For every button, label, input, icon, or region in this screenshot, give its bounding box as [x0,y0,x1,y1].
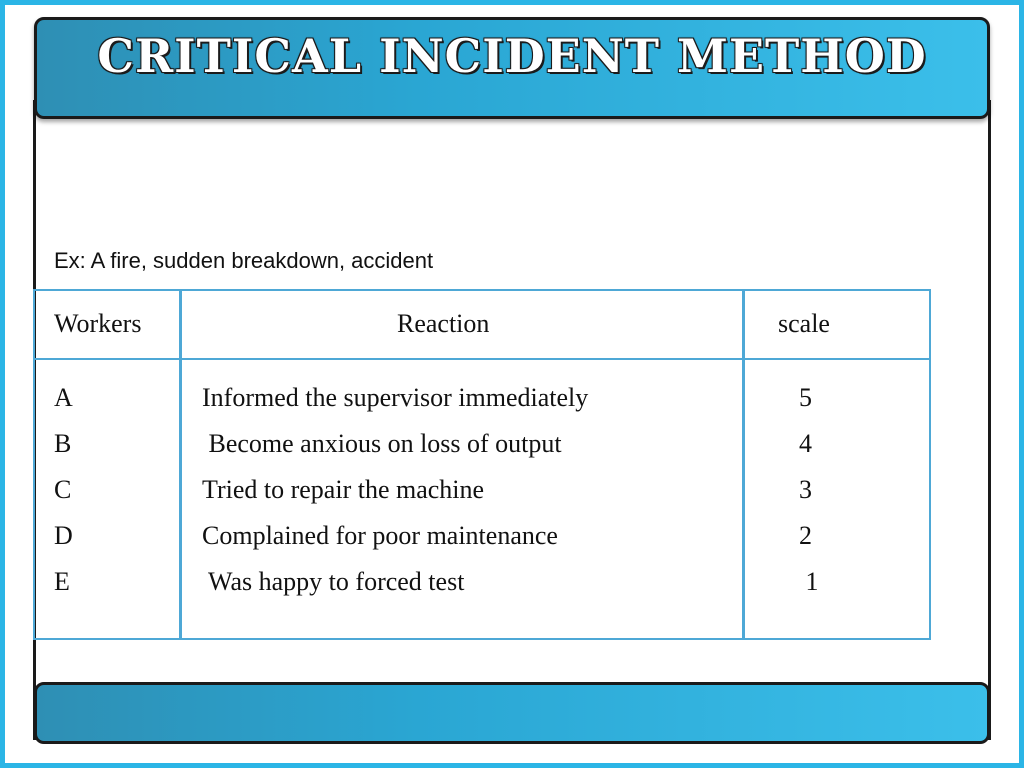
table-row-worker: B [54,429,72,458]
incident-table [33,289,931,640]
footer-bar [34,682,990,744]
table-row-scale: 4 [799,429,812,458]
header-scale: scale [778,309,830,338]
column-divider [179,291,182,638]
table-row-reaction: Complained for poor maintenance [202,521,558,550]
table-row-worker: A [54,383,73,412]
slide-title: CRITICAL INCIDENT METHOD [97,29,927,83]
table-row-reaction: Tried to repair the machine [202,475,485,504]
table-row-scale: 5 [799,383,812,412]
table-row-scale: 3 [799,475,812,504]
table-row-worker: E [54,567,70,596]
example-text: Ex: A fire, sudden breakdown, accident [54,248,434,273]
table-row-reaction: Become anxious on loss of output [202,429,562,458]
header-workers: Workers [54,309,142,338]
table-row-reaction: Informed the supervisor immediately [202,383,589,412]
table-row-scale: 1 [799,567,819,596]
table-row-reaction: Was happy to forced test [202,567,465,596]
table-row-worker: D [54,521,73,550]
column-divider [742,291,745,638]
table-row-worker: C [54,475,72,504]
table-row-scale: 2 [799,521,812,550]
title-bar [34,17,990,119]
header-reaction: Reaction [397,309,490,338]
header-divider [35,358,929,360]
